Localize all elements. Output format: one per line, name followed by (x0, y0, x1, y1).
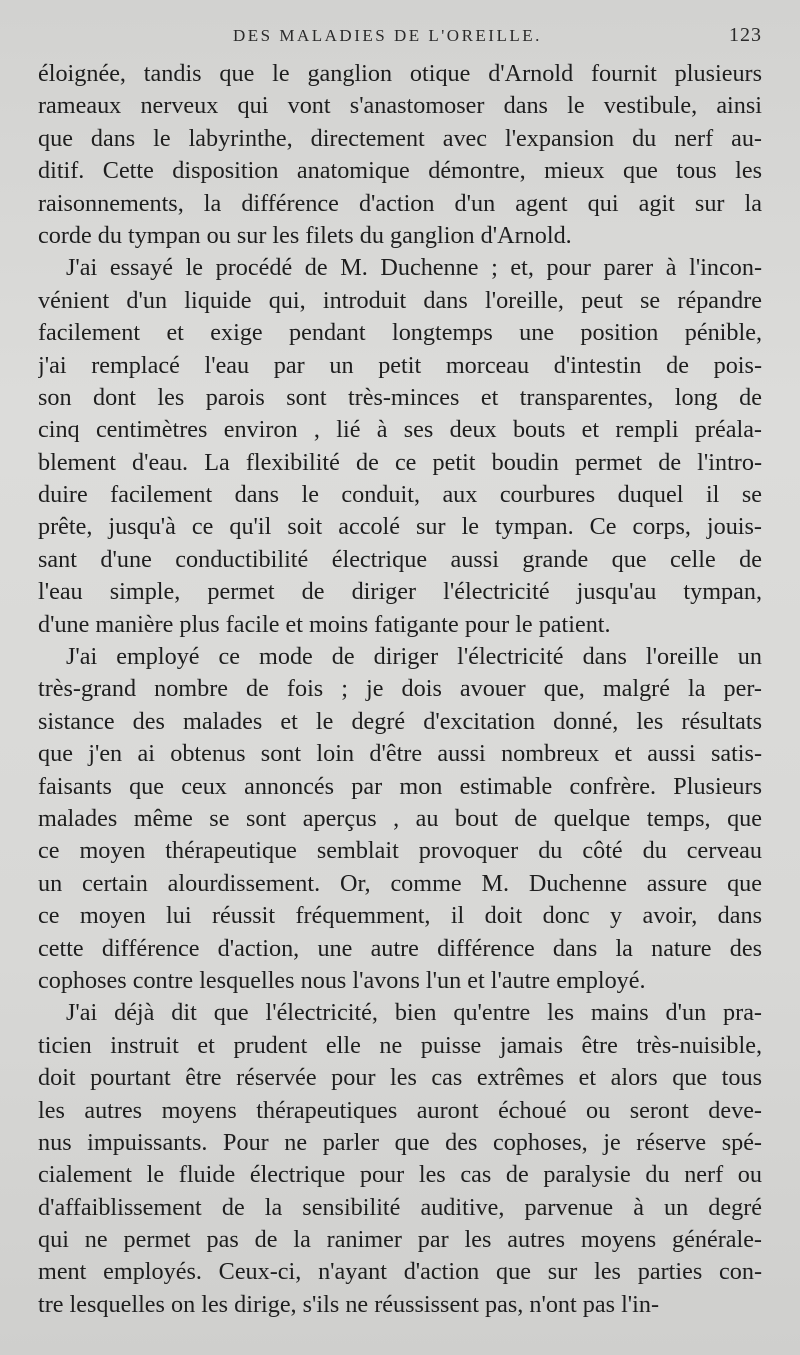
text-line: d'une manière plus facile et moins fatigante pour le patient. (38, 610, 611, 638)
text-line: que j'en ai obtenus sont loin d'être aussi nombreux et aussi satis- (38, 740, 762, 768)
text-line: qui ne permet pas de la ranimer par les autres moyens générale- (38, 1226, 762, 1254)
running-head (38, 18, 762, 58)
text-line: malades même se sont aperçus , au bout de quelque temps, que (38, 804, 762, 832)
text-line: duire facilement dans le conduit, aux courbures duquel il se (38, 481, 762, 509)
text-line: d'affaiblissement de la sensibilité auditive, parvenue à un degré (38, 1193, 762, 1221)
text-line: J'ai employé ce mode de diriger l'électricité dans l'oreille un (66, 643, 762, 671)
text-line: ditif. Cette disposition anatomique démontre, mieux que tous les (38, 157, 762, 185)
text-line: j'ai remplacé l'eau par un petit morceau d'intestin de pois- (38, 351, 762, 379)
text-line: ment employés. Ceux-ci, n'ayant d'action que sur les parties con- (38, 1258, 762, 1286)
text-line: cophoses contre lesquelles nous l'avons l'un et l'autre employé. (38, 966, 646, 994)
paragraph (38, 997, 762, 1321)
text-line: sant d'une conductibilité électrique aussi grande que celle de (38, 545, 762, 573)
text-line: sistance des malades et le degré d'excitation donné, les résultats (38, 707, 762, 735)
paragraph (38, 252, 762, 641)
text-line: prête, jusqu'à ce qu'il soit accolé sur le tympan. Ce corps, jouis- (38, 513, 762, 541)
text-line: ticien instruit et prudent elle ne puisse jamais être très-nuisible, (38, 1031, 762, 1059)
text-line: J'ai déjà dit que l'électricité, bien qu'entre les mains d'un pra- (66, 999, 762, 1027)
text-line: nus impuissants. Pour ne parler que des cophoses, je réserve spé- (38, 1128, 762, 1156)
text-line: faisants que ceux annoncés par mon estimable confrère. Plusieurs (38, 772, 762, 800)
running-title: DES MALADIES DE L'OREILLE. (233, 26, 542, 45)
text-line: son dont les parois sont très-minces et transparentes, long de (38, 383, 762, 411)
text-line: cialement le fluide électrique pour les cas de paralysie du nerf ou (38, 1161, 762, 1189)
paragraph (38, 641, 762, 997)
text-line: les autres moyens thérapeutiques auront échoué ou seront deve- (38, 1096, 762, 1124)
text-line: très-grand nombre de fois ; je dois avouer que, malgré la per- (38, 675, 762, 703)
text-line: blement d'eau. La flexibilité de ce petit boudin permet de l'intro- (38, 448, 762, 476)
text-line: cinq centimètres environ , lié à ses deux bouts et rempli préala- (38, 416, 762, 444)
text-line: un certain alourdissement. Or, comme M. Duchenne assure que (38, 869, 762, 897)
text-line: doit pourtant être réservée pour les cas extrêmes et alors que tous (38, 1064, 762, 1092)
text-line: facilement et exige pendant longtemps une position pénible, (38, 319, 762, 347)
text-line: vénient d'un liquide qui, introduit dans l'oreille, peut se répandre (38, 286, 762, 314)
text-line: ce moyen thérapeutique semblait provoquer du côté du cerveau (38, 837, 762, 865)
text-line: tre lesquelles on les dirige, s'ils ne réussissent pas, n'ont pas l'in- (38, 1290, 660, 1318)
text-line: rameaux nerveux qui vont s'anastomoser dans le vestibule, ainsi (38, 92, 762, 120)
text-line: J'ai essayé le procédé de M. Duchenne ; et, pour parer à l'incon- (66, 254, 762, 282)
page-number: 123 (729, 24, 762, 46)
paragraph (38, 58, 762, 252)
text-line: cette différence d'action, une autre différence dans la nature des (38, 934, 762, 962)
text-line: corde du tympan ou sur les filets du ganglion d'Arnold. (38, 221, 572, 249)
text-line: éloignée, tandis que le ganglion otique d'Arnold fournit plusieurs (38, 60, 762, 87)
text-line: que dans le labyrinthe, directement avec l'expansion du nerf au- (38, 124, 762, 152)
text-line: raisonnements, la différence d'action d'un agent qui agit sur la (38, 189, 762, 217)
text-line: l'eau simple, permet de diriger l'électricité jusqu'au tympan, (38, 578, 762, 606)
body-text (38, 58, 762, 1321)
text-line: ce moyen lui réussit fréquemment, il doit donc y avoir, dans (38, 902, 762, 930)
